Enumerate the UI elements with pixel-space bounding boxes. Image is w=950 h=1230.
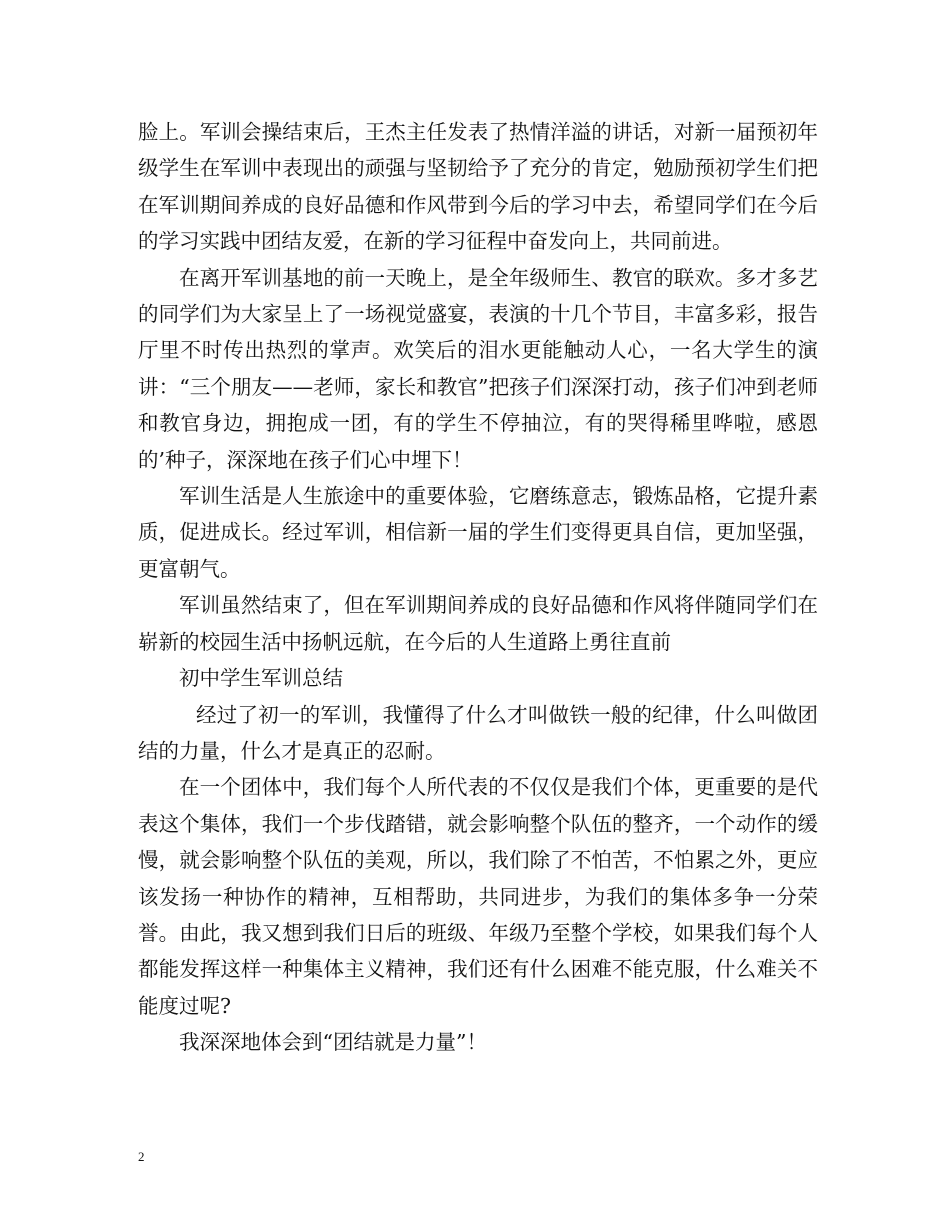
- page-number: 2: [138, 1149, 145, 1164]
- paragraph-training-ended: 军训虽然结束了，但在军训期间养成的良好品德和作风将伴随同学们在崭新的校园生活中扬帆远航，在今后的人生道路上勇往直前: [138, 593, 818, 654]
- paragraph-team-spirit: 在一个团体中，我们每个人所代表的不仅仅是我们个体，更重要的是代表这个集体，我们一个步伐踏错，就会影响整个队伍的整齐，一个动作的缓慢，就会影响整个队伍的美观，所以，我们除了不怕苦，不怕累之外，更应该发扬一种协作的精神，互相帮助，共同进步，为我们的集体多争一分荣誉。由此，我又想到我们日后的班级、年级乃至整个学校，如果我们每个人都能发挥这样一种集体主义精神，我们还有什么困难不能克服，什么难关不能度过呢?: [138, 775, 818, 1018]
- paragraph-farewell-party: 在离开军训基地的前一天晚上，是全年级师生、教官的联欢。多才多艺的同学们为大家呈上了一场视觉盛宴，表演的十几个节目，丰富多彩，报告厅里不时传出热烈的掌声。欢笑后的泪水更能触动人心，一名大学生的演讲：“三个朋友——老师，家长和教官”把孩子们深深打动，孩子们冲到老师和教官身边，拥抱成一团，有的学生不停抽泣，有的哭得稀里哗啦，感恩的’种子，深深地在孩子们心中埋下！: [138, 265, 818, 472]
- document-body: [138, 114, 818, 1061]
- section-heading: 初中学生军训总结: [179, 666, 343, 691]
- paragraph-military-drill-closing: 脸上。军训会操结束后，王杰主任发表了热情洋溢的讲话，对新一届预初年级学生在军训中表现出的顽强与坚韧给予了充分的肯定，勉励预初学生们把在军训期间养成的良好品德和作风带到今后的学习中去，希望同学们在今后的学习实践中团结友爱，在新的学习征程中奋发向上，共同前进。: [138, 120, 818, 254]
- paragraph-training-experience: 军训生活是人生旅途中的重要体验，它磨练意志，锻炼品格，它提升素质，促进成长。经过军训，相信新一届的学生们变得更具自信，更加坚强，更富朝气。: [138, 484, 818, 581]
- paragraph-unity-is-strength: 我深深地体会到“团结就是力量”！: [179, 1030, 487, 1055]
- paragraph-discipline-lesson: 经过了初一的军训，我懂得了什么才叫做铁一般的纪律，什么叫做团结的力量，什么才是真正的忍耐。: [138, 702, 818, 763]
